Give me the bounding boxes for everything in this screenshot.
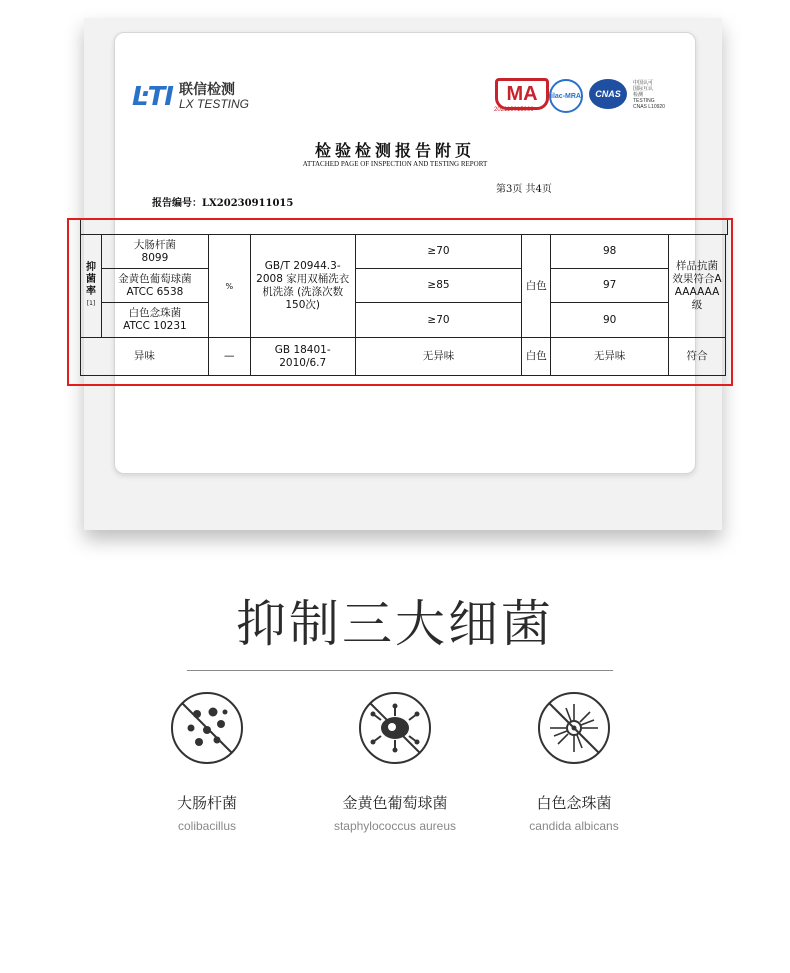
e-coli-icon	[169, 690, 245, 766]
odor-item: 异味	[81, 338, 209, 376]
logo-english-name: LX TESTING	[178, 97, 249, 112]
bacteria-strain: 8099	[141, 251, 169, 264]
result-cell: 98	[551, 235, 669, 269]
ma-certification-icon: MA	[495, 78, 549, 110]
color-cell: 白色	[522, 235, 551, 338]
bacteria-name: 大肠杆菌	[133, 238, 176, 251]
group-label: 抑菌率	[85, 262, 96, 297]
highlight-frame	[67, 218, 733, 386]
odor-unit: —	[208, 338, 250, 376]
bacteria-item-staphylococcus	[310, 690, 480, 833]
bacteria-en: candida albicans	[529, 819, 619, 833]
logo-mark: ĿTI	[132, 82, 173, 112]
logo-chinese-name: 联信检测	[178, 82, 235, 99]
unit-cell: %	[208, 235, 250, 338]
staphylococcus-icon	[357, 690, 433, 766]
bacteria-cn: 白色念珠菌	[536, 794, 612, 812]
bacteria-strain: ATCC 10231	[123, 320, 187, 332]
odor-method: GB 18401-2010/6.7	[250, 338, 355, 376]
requirement-cell: ≥70	[355, 303, 522, 338]
requirement-cell: ≥70	[355, 235, 522, 269]
result-cell: 97	[551, 269, 669, 303]
section-divider	[187, 670, 613, 671]
bacteria-item-candida	[489, 690, 659, 833]
report-title: 检验检测报告附页	[314, 141, 475, 160]
odor-result: 无异味	[551, 338, 669, 376]
bacteria-cn: 大肠杆菌	[176, 794, 237, 812]
bacteria-cn: 金黄色葡萄球菌	[342, 794, 448, 812]
ilac-mra-icon: ilac-MRA	[549, 79, 583, 113]
bacteria-name: 金黄色葡萄球菌	[118, 272, 192, 285]
requirement-cell: ≥85	[355, 269, 522, 303]
cnas-icon: CNAS	[589, 79, 627, 109]
odor-color: 白色	[522, 338, 551, 376]
odor-requirement: 无异味	[355, 338, 522, 376]
ma-number: 202119015966	[494, 107, 534, 113]
odor-conclusion: 符合	[669, 338, 726, 376]
bacteria-en: staphylococcus aureus	[333, 819, 457, 833]
conclusion-cell: 样品抗菌效果符合AAAAAAA级	[669, 235, 726, 338]
bacteria-name: 白色念珠菌	[128, 307, 182, 319]
bacteria-en: colibacillus	[177, 819, 237, 833]
cnas-accreditation-text: 中国认可 国际互认 检测 TESTING CNAS L10920	[633, 80, 665, 110]
section-title: 抑制三大细菌	[236, 595, 554, 653]
page-info: 第3页 共4页	[496, 184, 552, 195]
bacteria-item-e-coli	[122, 690, 292, 833]
lx-testing-logo	[132, 82, 249, 112]
report-number: 报告编号：LX20230911015	[152, 198, 294, 209]
report-subtitle: ATTACHED PAGE OF INSPECTION AND TESTING REPORT	[302, 160, 488, 168]
method-cell: GB/T 20944.3-2008 家用双桶洗衣机洗涤 (洗涤次数150次)	[250, 235, 355, 338]
result-cell: 90	[551, 303, 669, 338]
bacteria-strain: ATCC 6538	[126, 285, 184, 298]
group-note: [1]	[86, 300, 96, 307]
candida-icon	[536, 690, 612, 766]
